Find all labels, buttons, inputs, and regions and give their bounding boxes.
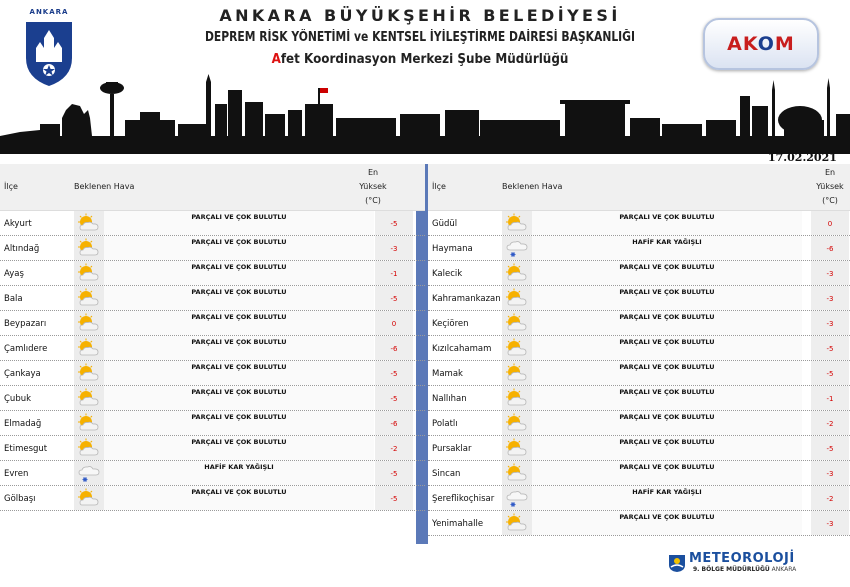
weather-icon-cell [502,411,532,435]
table-row [428,461,850,486]
weather-icon-cell [502,361,532,385]
district-name: Şereflikoçhisar [432,494,495,504]
max-temperature: -5 [375,361,413,385]
weather-description: PARÇALI VE ÇOK BULUTLU [532,511,802,535]
title-line-3 [218,52,623,67]
district-name: Mamak [432,369,463,379]
weather-icon-cell [74,436,104,460]
max-temperature: -3 [375,236,413,260]
weather-icon-cell [502,486,532,510]
partly-cloudy-icon [504,388,530,408]
partly-cloudy-icon [76,413,102,433]
weather-description: PARÇALI VE ÇOK BULUTLU [104,211,374,235]
table-row [428,336,850,361]
column-weather: Beklenen Hava [74,182,135,191]
district-name: Etimesgut [4,444,48,454]
weather-icon-cell [502,211,532,235]
max-temperature: 0 [811,211,849,235]
column-district: İlçe [432,182,446,191]
temp-header-line-3: (°C) [822,196,838,205]
temp-header-line-1: En [367,168,379,177]
weather-icon-cell [502,511,532,535]
partly-cloudy-icon [76,288,102,308]
district-name: Çubuk [4,394,32,404]
weather-icon-cell [74,261,104,285]
table-row [0,261,425,286]
akom-right: M [774,33,795,55]
max-temperature: -5 [811,361,849,385]
district-name: Gölbaşı [4,494,36,504]
title-line-3-initial: A [271,52,281,67]
weather-icon-cell [502,386,532,410]
weather-icon-cell [502,311,532,335]
weather-description: PARÇALI VE ÇOK BULUTLU [104,286,374,310]
district-name: Haymana [432,244,473,254]
akom-logo [703,18,819,70]
district-name: Yenimahalle [432,519,484,529]
max-temperature: -2 [811,411,849,435]
table-row [428,311,850,336]
table-row [0,236,425,261]
table-row [0,311,425,336]
district-name: Beypazarı [4,319,47,329]
max-temperature: -3 [811,286,849,310]
city-skyline-icon [0,74,850,154]
district-name: Çankaya [4,369,41,379]
left-table [0,164,425,511]
weather-icon-cell [74,486,104,510]
max-temperature: -5 [811,436,849,460]
max-temperature: -6 [375,411,413,435]
column-district: İlçe [4,182,18,191]
weather-icon-cell [74,211,104,235]
district-name: Polatlı [432,419,458,429]
max-temperature: -3 [811,511,849,535]
max-temperature: -5 [375,486,413,510]
meteorology-city: ANKARA [771,566,797,573]
table-row [428,286,850,311]
max-temperature: -5 [375,386,413,410]
weather-description: PARÇALI VE ÇOK BULUTLU [532,261,802,285]
district-name: Ayaş [4,269,24,279]
table-row [428,211,850,236]
title-line-3-rest: fet Koordinasyon Merkezi Şube Müdürlüğü [280,52,569,67]
weather-description: PARÇALI VE ÇOK BULUTLU [532,336,802,360]
weather-icon-cell [74,311,104,335]
table-row [428,486,850,511]
max-temperature: -1 [811,386,849,410]
weather-description: HAFİF KAR YAĞIŞLI [532,236,802,260]
partly-cloudy-icon [504,313,530,333]
meteorology-logo [667,551,837,577]
title-line-2: DEPREM RİSK YÖNETİMİ ve KENTSEL İYİLEŞTİRME DAİRESİ BAŞKANLIĞI [204,30,636,45]
max-temperature: -6 [811,236,849,260]
table-row [428,411,850,436]
district-name: Nallıhan [432,394,467,404]
temp-header-line-2: Yüksek [359,182,387,191]
left-table-body [0,211,425,511]
weather-icon-cell [502,336,532,360]
partly-cloudy-icon [76,438,102,458]
district-name: Kızılcahamam [432,344,492,354]
partly-cloudy-icon [504,363,530,383]
partly-cloudy-icon [76,238,102,258]
partly-cloudy-icon [504,288,530,308]
weather-icon-cell [74,386,104,410]
table-row [428,511,850,536]
weather-description: PARÇALI VE ÇOK BULUTLU [532,386,802,410]
max-temperature: -5 [811,336,849,360]
district-name: Altındağ [4,244,40,254]
district-name: Evren [4,469,29,479]
weather-description: PARÇALI VE ÇOK BULUTLU [104,236,374,260]
weather-description: PARÇALI VE ÇOK BULUTLU [104,361,374,385]
table-row [428,236,850,261]
max-temperature: -2 [375,436,413,460]
table-row [0,361,425,386]
logo-text: ANKARA [29,8,69,16]
temp-header-line-1: En [824,168,836,177]
partly-cloudy-icon [504,213,530,233]
max-temperature: -5 [375,286,413,310]
meteorology-subtitle [693,566,796,573]
district-name: Pursaklar [432,444,472,454]
right-table-body [428,211,850,536]
max-temperature: -5 [375,211,413,235]
table-row [0,336,425,361]
title-line-1: ANKARA BÜYÜKŞEHİR BELEDİYESİ [219,6,621,25]
table-row [0,286,425,311]
weather-description: PARÇALI VE ÇOK BULUTLU [104,486,374,510]
right-table-header [428,164,850,211]
district-name: Kahramankazan [432,294,501,304]
weather-description: PARÇALI VE ÇOK BULUTLU [104,436,374,460]
table-row [0,436,425,461]
weather-icon-cell [74,361,104,385]
weather-description: PARÇALI VE ÇOK BULUTLU [104,386,374,410]
table-row [428,386,850,411]
district-name: Sincan [432,469,461,479]
max-temperature: -1 [375,261,413,285]
akom-left: AK [727,33,758,55]
partly-cloudy-icon [504,463,530,483]
weather-description: PARÇALI VE ÇOK BULUTLU [532,211,802,235]
max-temperature: -3 [811,261,849,285]
max-temperature: -5 [375,461,413,485]
column-max-temp [814,166,846,208]
partly-cloudy-icon [76,313,102,333]
column-weather: Beklenen Hava [502,182,563,191]
partly-cloudy-icon [76,488,102,508]
partly-cloudy-icon [504,513,530,533]
table-row [0,386,425,411]
district-name: Güdül [432,219,458,229]
weather-icon-cell [74,461,104,485]
table-row [0,461,425,486]
weather-icon-cell [502,261,532,285]
column-max-temp [357,166,389,208]
meteorology-region: 9. BÖLGE MÜDÜRLÜĞÜ [693,566,770,573]
left-table-header [0,164,425,211]
weather-icon-cell [74,336,104,360]
district-name: Keçiören [432,319,469,329]
weather-icon-cell [74,411,104,435]
report-date: 17.02.2021 [768,151,837,164]
header [0,0,850,160]
meteorology-emblem-icon [667,553,687,573]
max-temperature: -2 [811,486,849,510]
district-name: Elmadağ [4,419,42,429]
partly-cloudy-icon [504,438,530,458]
table-row [0,486,425,511]
partly-cloudy-icon [76,338,102,358]
district-name: Çamlıdere [4,344,48,354]
weather-description: PARÇALI VE ÇOK BULUTLU [532,461,802,485]
weather-icon-cell [502,286,532,310]
table-row [428,361,850,386]
table-row [428,261,850,286]
weather-description: PARÇALI VE ÇOK BULUTLU [532,311,802,335]
weather-icon-cell [74,286,104,310]
partly-cloudy-icon [76,363,102,383]
temp-header-line-3: (°C) [365,196,381,205]
weather-icon-cell [502,461,532,485]
weather-description: HAFİF KAR YAĞIŞLI [104,461,374,485]
max-temperature: -6 [375,336,413,360]
weather-description: PARÇALI VE ÇOK BULUTLU [104,311,374,335]
light-snow-icon [504,238,530,258]
max-temperature: -3 [811,311,849,335]
weather-icon-cell [74,236,104,260]
district-name: Akyurt [4,219,32,229]
weather-description: PARÇALI VE ÇOK BULUTLU [104,261,374,285]
partly-cloudy-icon [504,338,530,358]
weather-description: PARÇALI VE ÇOK BULUTLU [532,411,802,435]
table-row [428,436,850,461]
weather-description: PARÇALI VE ÇOK BULUTLU [532,286,802,310]
light-snow-icon [76,463,102,483]
weather-description: PARÇALI VE ÇOK BULUTLU [104,411,374,435]
max-temperature: 0 [375,311,413,335]
partly-cloudy-icon [504,413,530,433]
table-row [0,411,425,436]
max-temperature: -3 [811,461,849,485]
weather-description: PARÇALI VE ÇOK BULUTLU [532,361,802,385]
meteorology-title: METEOROLOJİ [689,551,795,566]
district-name: Bala [4,294,23,304]
district-name: Kalecik [432,269,463,279]
partly-cloudy-icon [76,213,102,233]
light-snow-icon [504,488,530,508]
table-row [0,211,425,236]
weather-description: PARÇALI VE ÇOK BULUTLU [104,336,374,360]
weather-description: HAFİF KAR YAĞIŞLI [532,486,802,510]
partly-cloudy-icon [76,388,102,408]
temp-header-line-2: Yüksek [816,182,844,191]
akom-mid: O [757,33,775,55]
partly-cloudy-icon [504,263,530,283]
partly-cloudy-icon [76,263,102,283]
weather-icon-cell [502,436,532,460]
weather-icon-cell [502,236,532,260]
right-table [428,164,850,536]
weather-description: PARÇALI VE ÇOK BULUTLU [532,436,802,460]
